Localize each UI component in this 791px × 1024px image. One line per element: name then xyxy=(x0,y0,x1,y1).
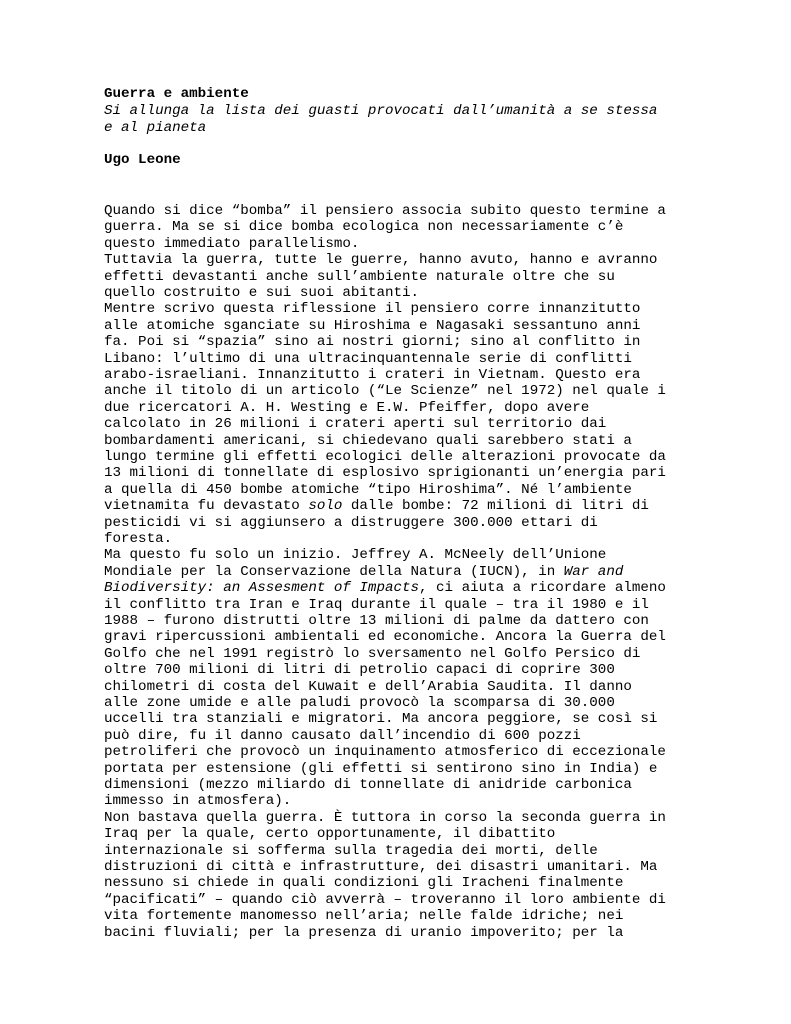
body-line: calcolato in 26 milioni i crateri aperti sul territorio dai xyxy=(104,416,607,433)
article-subtitle-line-2: e al pianeta xyxy=(104,120,207,136)
body-line: Iraq per la quale, certo opportunamente, il dibattito xyxy=(104,826,556,843)
italic-text: War and xyxy=(563,563,624,580)
article-author: Ugo Leone xyxy=(104,152,181,168)
body-line: bombardamenti americani, si chiedevano quali sarebbero stati a xyxy=(104,432,632,449)
body-line: a quella di 450 bombe atomiche “tipo Hiroshima”. Né l’ambiente xyxy=(104,481,632,498)
body-line: gravi ripercussioni ambientali ed economiche. Ancora la Guerra del xyxy=(104,629,666,646)
body-line: oltre 700 milioni di litri di petrolio capaci di coprire 300 xyxy=(104,662,615,679)
body-line: Ma questo fu solo un inizio. Jeffrey A. McNeely dell’Unione xyxy=(104,547,607,564)
body-line xyxy=(104,498,649,514)
body-line: petroliferi che provocò un inquinamento atmosferico di eccezionale xyxy=(104,744,666,761)
body-line: anche il titolo di un articolo (“Le Scienze” nel 1972) nel quale i xyxy=(104,383,666,400)
body-line: due ricercatori A. H. Westing e E.W. Pfeiffer, dopo avere xyxy=(104,399,590,416)
body-line: 13 milioni di tonnellate di esplosivo sprigionanti un’energia pari xyxy=(104,465,666,482)
body-line: foresta. xyxy=(104,531,173,547)
body-line: Quando si dice “bomba” il pensiero associa subito questo termine a xyxy=(104,203,666,219)
body-line: 1988 – furono distrutti oltre 13 milioni di palme da dattero con xyxy=(104,613,649,629)
body-line: internazionale si sofferma sulla tragedia dei morti, delle xyxy=(104,842,598,859)
body-line: uccelli tra stanziali e migratori. Ma ancora peggiore, se così si xyxy=(104,711,658,728)
body-line: “pacificati” – quando ciò avverrà – troveranno il loro ambiente di xyxy=(104,891,666,908)
body-text-segment: , ci aiuta a ricordare almeno xyxy=(419,580,666,597)
body-line: immesso in atmosfera). xyxy=(104,793,292,810)
italic-text: solo xyxy=(308,498,343,515)
article-title: Guerra e ambiente xyxy=(104,86,249,102)
body-line: Golfo che nel 1991 registrò lo sversamento nel Golfo Persico di xyxy=(104,645,641,662)
body-line: quello costruito e sui suoi abitanti. xyxy=(104,285,420,301)
body-line: chilometri di costa del Kuwait e dell’Arabia Saudita. Il danno xyxy=(104,678,632,695)
body-line: effetti devastanti anche sull’ambiente naturale oltre che su xyxy=(104,268,615,285)
body-line: può dire, fu il danno causato dall’incendio di 600 pozzi xyxy=(104,727,581,744)
body-line: guerra. Ma se si dice bomba ecologica non necessariamente c’è xyxy=(104,219,624,236)
body-line xyxy=(104,580,666,596)
body-line: lungo termine gli effetti ecologici delle alterazioni provocate da xyxy=(104,449,666,465)
body-line: portata per estensione (gli effetti si sentirono sino in India) e xyxy=(104,760,658,777)
body-line: dimensioni (mezzo miliardo di tonnellate di anidride carbonica xyxy=(104,777,632,793)
body-text-segment: vietnamita fu devastato xyxy=(104,498,309,515)
body-line: arabo-israeliani. Innanzitutto i crateri in Vietnam. Questo era xyxy=(104,367,641,383)
body-line: distruzioni di città e infrastrutture, dei disastri umanitari. Ma xyxy=(104,859,658,875)
body-line: nessuno si chiede in quali condizioni gli Iracheni finalmente xyxy=(104,875,624,892)
italic-text: Biodiversity: an Assesment of Impacts xyxy=(104,580,420,597)
body-line: Mentre scrivo questa riflessione il pensiero corre innanzitutto xyxy=(104,301,641,318)
body-line: Libano: l’ultimo di una ultracinquantennale serie di conflitti xyxy=(104,350,632,367)
body-line xyxy=(104,564,623,580)
body-line: vita fortemente manomesso nell’aria; nelle falde idriche; nei xyxy=(104,908,624,925)
body-text-segment: dalle bombe: 72 milioni di litri di xyxy=(342,498,649,515)
body-text-segment: Mondiale per la Conservazione della Natura (IUCN), in xyxy=(104,563,564,580)
body-line: bacini fluviali; per la presenza di uranio impoverito; per la xyxy=(104,924,624,941)
body-line: Non bastava quella guerra. È tuttora in corso la seconda guerra in xyxy=(104,809,666,826)
body-line: alle zone umide e alle paludi provocò la scomparsa di 30.000 xyxy=(104,695,615,711)
body-line: pesticidi vi si aggiunsero a distruggere 300.000 ettari di xyxy=(104,514,598,531)
body-line: Tuttavia la guerra, tutte le guerre, hanno avuto, hanno e avranno xyxy=(104,252,658,269)
article-subtitle-line-1: Si allunga la lista dei guasti provocati dall’umanità a se stessa xyxy=(104,103,658,119)
body-line: questo immediato parallelismo. xyxy=(104,235,360,252)
body-line: il conflitto tra Iran e Iraq durante il quale – tra il 1980 e il xyxy=(104,596,649,613)
body-line: alle atomiche sganciate su Hiroshima e Nagasaki sessantuno anni xyxy=(104,317,641,334)
body-line: fa. Poi si “spazia” sino ai nostri giorni; sino al conflitto in xyxy=(104,334,641,351)
